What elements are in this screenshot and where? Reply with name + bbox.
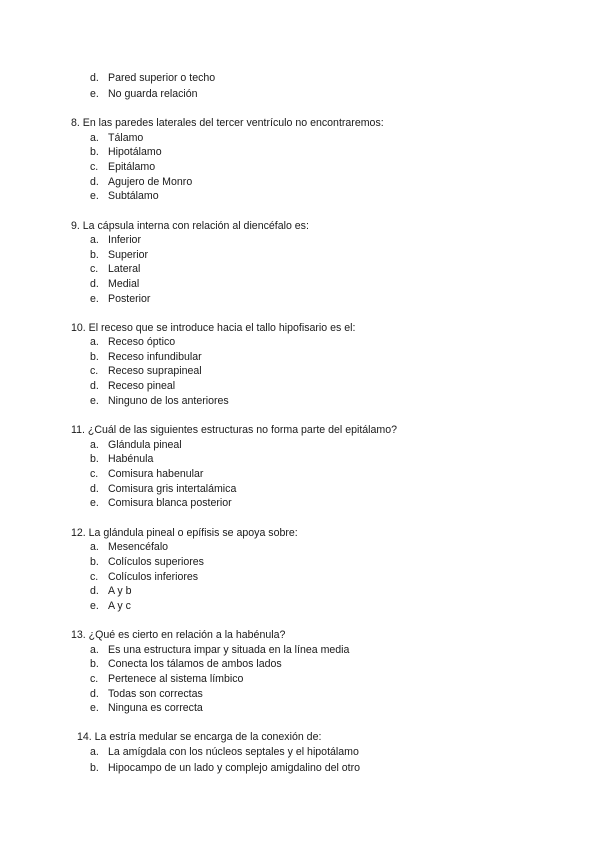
question-13: 13. ¿Qué es cierto en relación a la habénula? [71,629,286,641]
option-letter: c. [90,468,99,480]
option-letter: a. [90,234,99,246]
option-letter: d. [90,585,99,597]
option-letter: e. [90,600,99,612]
option-d [90,71,215,85]
option-letter: d. [90,483,99,495]
option-text: Habénula [108,453,154,465]
option-d [90,584,132,598]
question-14: 14. La estría medular se encarga de la conexión de: [77,731,322,743]
option-letter: a. [90,439,99,451]
option-text: Comisura gris intertalámica [108,483,237,495]
option-text: Comisura habenular [108,468,204,480]
question-9: 9. La cápsula interna con relación al diencéfalo es: [71,220,309,232]
option-b [90,452,153,466]
option-letter: e. [90,395,99,407]
option-letter: d. [90,176,99,188]
option-text: Glándula pineal [108,439,182,451]
option-d [90,482,236,496]
option-d [90,379,175,393]
option-letter: b. [90,556,99,568]
option-text: Pared superior o techo [108,72,216,84]
option-c [90,570,198,584]
option-letter: a. [90,132,99,144]
question-8: 8. En las paredes laterales del tercer ventrículo no encontraremos: [71,117,384,129]
option-letter: a. [90,644,99,656]
option-d [90,277,139,291]
option-text: Receso infundibular [108,351,202,363]
option-c [90,262,140,276]
option-b [90,350,202,364]
option-text: Hipocampo de un lado y complejo amigdalino del otro [108,762,361,774]
option-letter: b. [90,453,99,465]
option-letter: d. [90,72,99,84]
option-text: No guarda relación [108,88,198,100]
option-letter: b. [90,658,99,670]
option-letter: b. [90,762,99,774]
option-text: Colículos superiores [108,556,204,568]
option-text: Posterior [108,293,151,305]
option-letter: c. [90,571,99,583]
option-b [90,761,360,775]
option-b [90,657,282,671]
option-e [90,394,229,408]
option-letter: e. [90,190,99,202]
option-d [90,687,203,701]
option-letter: a. [90,746,99,758]
option-text: Es una estructura impar y situada en la línea media [108,644,350,656]
option-e [90,496,232,510]
option-text: Subtálamo [108,190,159,202]
option-text: Conecta los tálamos de ambos lados [108,658,282,670]
option-text: Medial [108,278,140,290]
option-e [90,87,198,101]
option-a [90,643,349,657]
option-text: A y c [108,600,131,612]
option-e [90,599,131,613]
option-text: Inferior [108,234,141,246]
question-12: 12. La glándula pineal o epífisis se apoya sobre: [71,527,298,539]
option-letter: c. [90,365,99,377]
option-letter: e. [90,88,99,100]
option-letter: d. [90,688,99,700]
option-letter: c. [90,161,99,173]
option-a [90,745,359,759]
option-d [90,175,192,189]
option-text: Receso óptico [108,336,176,348]
option-letter: d. [90,380,99,392]
option-text: Tálamo [108,132,144,144]
option-letter: a. [90,541,99,553]
option-letter: c. [90,263,99,275]
option-a [90,233,141,247]
option-letter: e. [90,293,99,305]
option-c [90,467,203,481]
option-c [90,672,243,686]
option-text: Receso suprapineal [108,365,202,377]
option-text: Superior [108,249,149,261]
option-text: Ninguna es correcta [108,702,203,714]
option-a [90,540,168,554]
option-text: Colículos inferiores [108,571,199,583]
option-a [90,131,143,145]
option-b [90,248,148,262]
option-c [90,160,155,174]
option-letter: c. [90,673,99,685]
option-letter: a. [90,336,99,348]
option-text: Todas son correctas [108,688,203,700]
option-text: Lateral [108,263,141,275]
option-text: La amígdala con los núcleos septales y el hipotálamo [108,746,359,758]
option-text: Mesencéfalo [108,541,169,553]
option-letter: b. [90,146,99,158]
option-e [90,292,150,306]
question-11: 11. ¿Cuál de las siguientes estructuras no forma parte del epitálamo? [71,424,398,436]
option-a [90,335,175,349]
option-text: Comisura blanca posterior [108,497,232,509]
option-e [90,701,203,715]
option-a [90,438,182,452]
option-letter: e. [90,497,99,509]
option-b [90,555,204,569]
option-c [90,364,202,378]
option-letter: e. [90,702,99,714]
option-text: Ninguno de los anteriores [108,395,229,407]
option-letter: b. [90,249,99,261]
option-text: Agujero de Monro [108,176,193,188]
option-text: A y b [108,585,132,597]
option-text: Pertenece al sistema límbico [108,673,244,685]
option-text: Epitálamo [108,161,156,173]
question-10: 10. El receso que se introduce hacia el tallo hipofisario es el: [71,322,356,334]
option-letter: d. [90,278,99,290]
option-letter: b. [90,351,99,363]
option-text: Hipotálamo [108,146,162,158]
option-text: Receso pineal [108,380,176,392]
option-e [90,189,159,203]
option-b [90,145,162,159]
